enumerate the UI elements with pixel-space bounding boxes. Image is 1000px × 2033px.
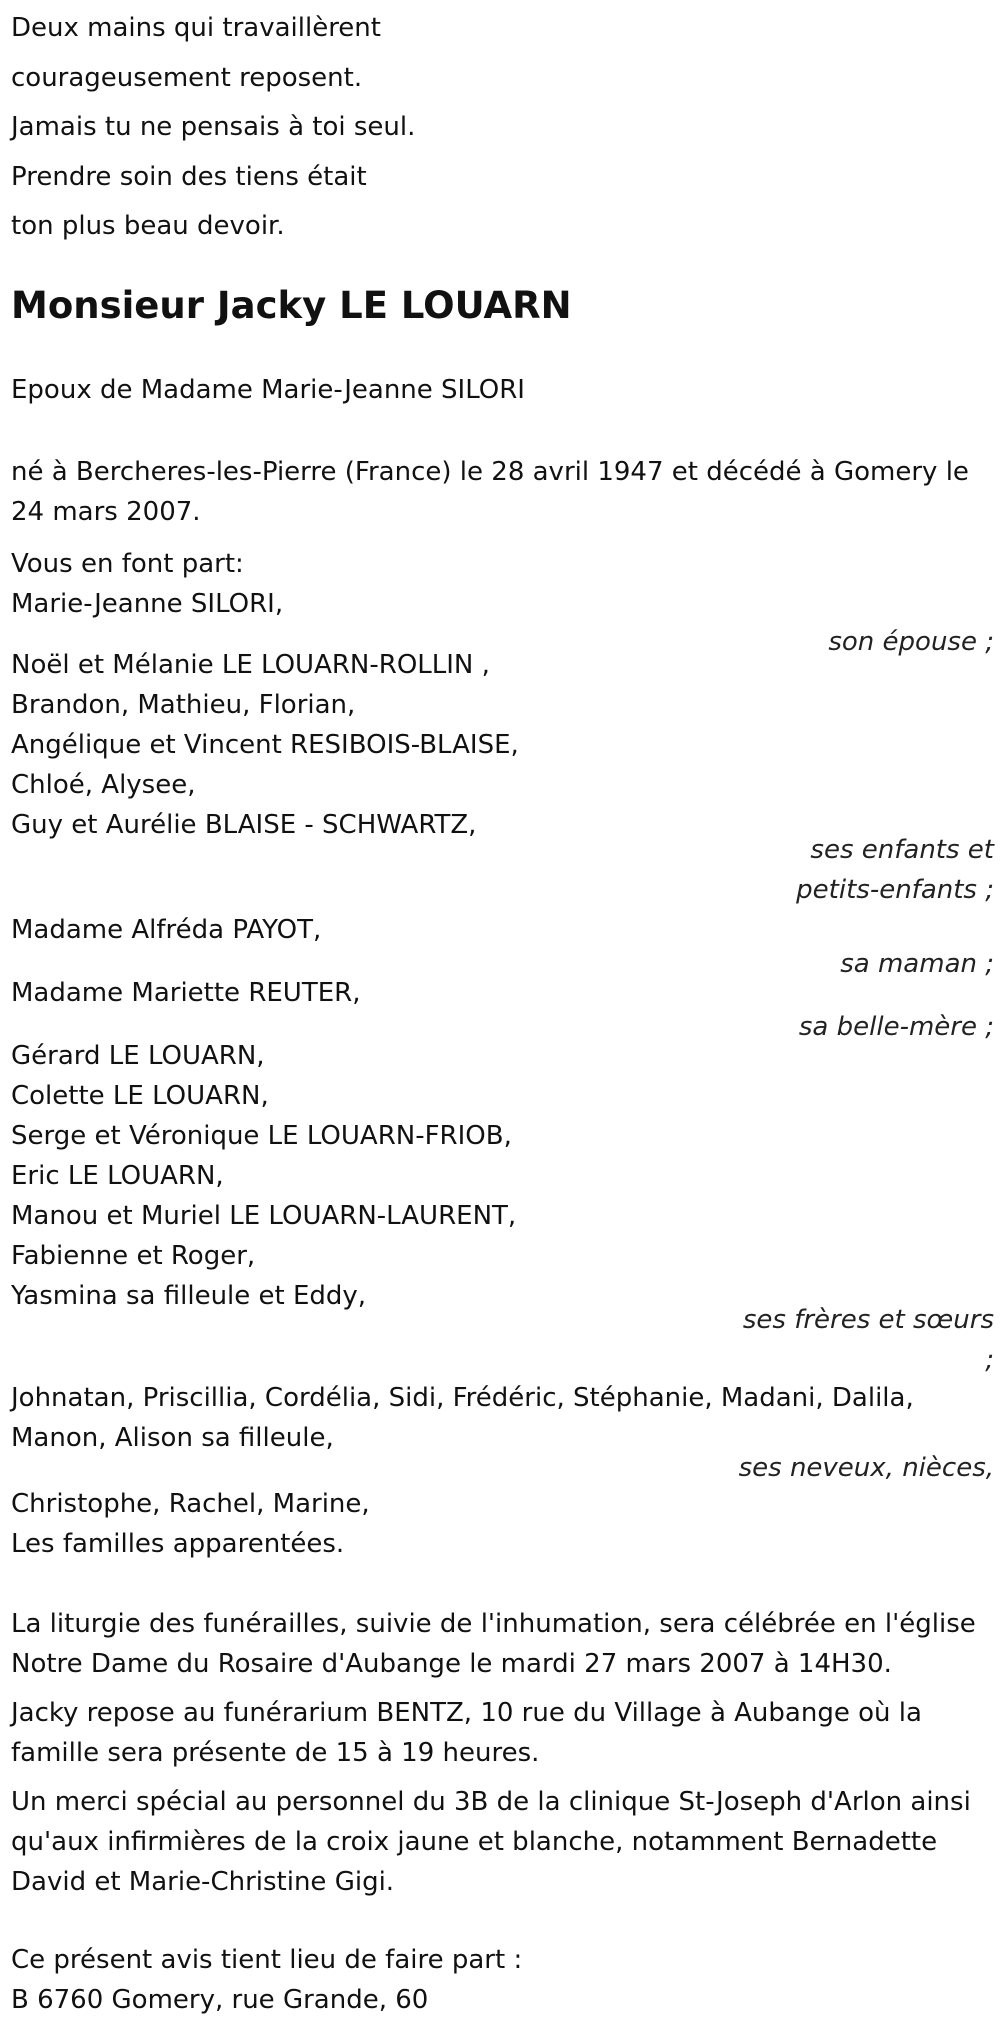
- family-name-line: Guy et Aurélie BLAISE - SCHWARTZ,: [11, 810, 477, 840]
- family-name-line: Johnatan, Priscillia, Cordélia, Sidi, Frédéric, Stéphanie, Madani, Dalila,: [11, 1383, 914, 1413]
- poem-line: courageusement reposent.: [11, 62, 363, 93]
- paragraph-line: famille sera présente de 15 à 19 heures.: [11, 1738, 540, 1768]
- paragraph-line: David et Marie-Christine Gigi.: [11, 1867, 395, 1897]
- paragraph-line: La liturgie des funérailles, suivie de l'inhumation, sera célébrée en l'église: [11, 1609, 976, 1639]
- poem-line: Deux mains qui travaillèrent: [11, 13, 381, 43]
- paragraph-line: qu'aux infirmières de la croix jaune et blanche, notamment Bernadette: [11, 1827, 938, 1857]
- relation-label: ses frères et sœurs: [742, 1305, 994, 1335]
- thanks-paragraph: [11, 1782, 994, 1902]
- family-group: [11, 1036, 994, 1375]
- family-group: [11, 910, 994, 979]
- family-name-line: Les familles apparentées.: [11, 1529, 345, 1559]
- family-name-line: Madame Mariette REUTER,: [11, 978, 361, 1008]
- birth-death-line: né à Bercheres-les-Pierre (France) le 28 avril 1947 et décédé à Gomery le: [11, 457, 969, 487]
- family-name-line: Colette LE LOUARN,: [11, 1081, 269, 1111]
- relation-label: ses enfants et: [810, 835, 994, 865]
- family-name-line: Serge et Véronique LE LOUARN-FRIOB,: [11, 1121, 512, 1151]
- family-name-line: Angélique et Vincent RESIBOIS-BLAISE,: [11, 730, 519, 760]
- family-group: [11, 645, 994, 905]
- relation-label: son épouse ;: [828, 627, 994, 657]
- funeral-paragraph: [11, 1604, 994, 1684]
- family-name-line: Fabienne et Roger,: [11, 1241, 256, 1271]
- family-name-line: Eric LE LOUARN,: [11, 1161, 224, 1191]
- poem-line: Prendre soin des tiens était: [11, 161, 367, 192]
- family-name-line: Manon, Alison sa filleule,: [11, 1423, 334, 1453]
- family-name-line: Yasmina sa filleule et Eddy,: [11, 1281, 367, 1311]
- spouse-line: Epoux de Madame Marie-Jeanne SILORI: [11, 375, 525, 405]
- family-name-line: Brandon, Mathieu, Florian,: [11, 690, 356, 720]
- footer-line: Ce présent avis tient lieu de faire part :: [11, 1945, 523, 1975]
- footer-address: [11, 1940, 994, 2020]
- announce-line: Vous en font part:: [11, 549, 244, 579]
- poem: [11, 4, 994, 252]
- paragraph-line: Un merci spécial au personnel du 3B de la clinique St-Joseph d'Arlon ainsi: [11, 1787, 971, 1817]
- relation-label: ;: [985, 1345, 994, 1375]
- deceased-name: Monsieur Jacky LE LOUARN: [11, 284, 572, 327]
- poem-line: ton plus beau devoir.: [11, 211, 285, 241]
- family-group: [11, 1378, 994, 1483]
- paragraph-line: Jacky repose au funérarium BENTZ, 10 rue du Village à Aubange où la: [11, 1698, 922, 1728]
- family-group: [11, 584, 994, 657]
- family-name-line: Christophe, Rachel, Marine,: [11, 1489, 370, 1519]
- family-name-line: Chloé, Alysee,: [11, 770, 196, 800]
- family-name-line: Gérard LE LOUARN,: [11, 1041, 265, 1071]
- family-group: [11, 973, 994, 1042]
- funerarium-paragraph: [11, 1693, 994, 1773]
- birth-death-line: 24 mars 2007.: [11, 497, 201, 527]
- relation-label: ses neveux, nièces,: [738, 1453, 994, 1483]
- relation-label: sa belle-mère ;: [798, 1012, 994, 1042]
- relation-label: sa maman ;: [840, 949, 994, 979]
- family-name-line: Noël et Mélanie LE LOUARN-ROLLIN ,: [11, 650, 490, 680]
- family-name-line: Madame Alfréda PAYOT,: [11, 915, 322, 945]
- family-group: [11, 1484, 994, 1564]
- poem-line: Jamais tu ne pensais à toi seul.: [11, 112, 416, 142]
- birth-death-info: [11, 452, 994, 532]
- relation-label: petits-enfants ;: [796, 875, 994, 905]
- paragraph-line: Notre Dame du Rosaire d'Aubange le mardi 27 mars 2007 à 14H30.: [11, 1649, 892, 1679]
- footer-line: B 6760 Gomery, rue Grande, 60: [11, 1985, 429, 2015]
- family-name-line: Manou et Muriel LE LOUARN-LAURENT,: [11, 1201, 517, 1231]
- family-name-line: Marie-Jeanne SILORI,: [11, 589, 284, 619]
